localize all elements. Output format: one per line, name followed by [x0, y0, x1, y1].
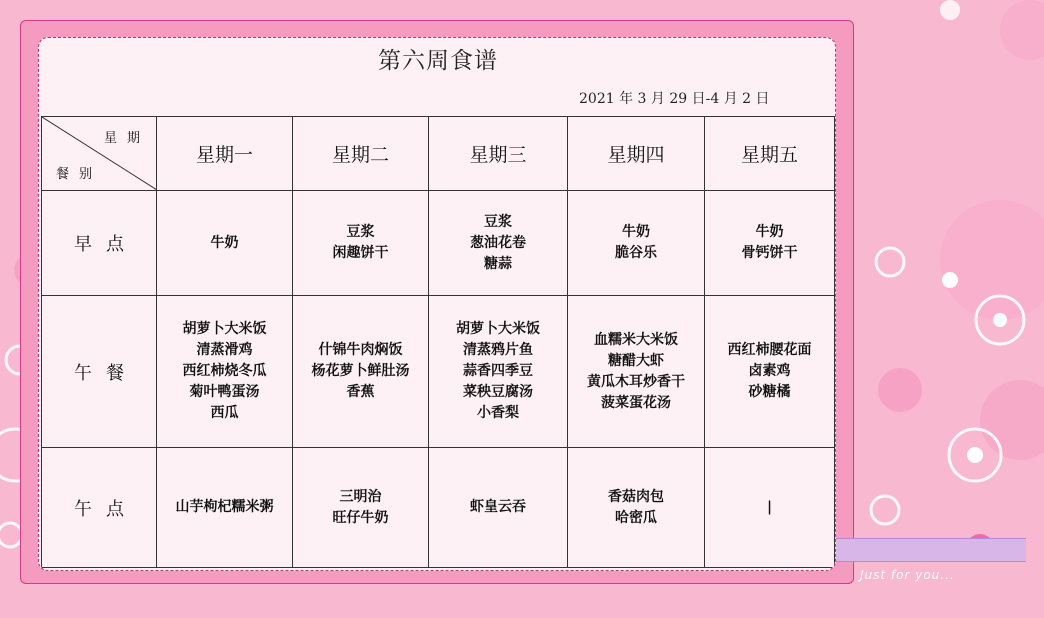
dish-item: 山芋枸杞糯米粥: [175, 499, 274, 515]
dish-item: 糖醋大虾: [608, 352, 664, 369]
dish-item: 清蒸滑鸡: [196, 342, 253, 358]
menu-cell: [705, 296, 835, 448]
dish-item: 三明治: [339, 488, 382, 505]
dish-item: 血糯米大米饭: [594, 331, 678, 348]
menu-cell: [705, 448, 835, 568]
dish-item: 菊叶鸭蛋汤: [189, 384, 260, 400]
dish-item: 黄瓜木耳炒香干: [587, 373, 685, 390]
meal-label: 午餐: [42, 296, 157, 448]
dish-item: 葱油花卷: [470, 234, 526, 251]
dish-item: 脆谷乐: [615, 245, 657, 261]
menu-cell: [429, 296, 568, 448]
dish-item: 蒜香四季豆: [463, 363, 533, 379]
dish-item: 卤素鸡: [748, 363, 791, 379]
dish-item: 杨花萝卜鲜肚汤: [311, 363, 410, 379]
menu-cell: [157, 191, 293, 296]
dish-item: |: [766, 499, 773, 515]
menu-cell: [429, 448, 568, 568]
menu-table: [41, 116, 835, 568]
dish-item: 豆浆: [346, 224, 375, 240]
page-title: 第六周食谱: [378, 48, 498, 74]
dish-item: 菠菜蛋花汤: [601, 394, 671, 411]
day-header: 星期二: [293, 117, 429, 191]
dish-item: 胡萝卜大米饭: [456, 321, 540, 337]
meal-row-breakfast: [42, 191, 835, 296]
corner-label-meal: 餐别: [56, 167, 103, 182]
menu-cell: [429, 191, 568, 296]
menu-cell: [568, 191, 705, 296]
dish-item: 小香梨: [477, 405, 519, 421]
dish-item: 砂糖橘: [748, 384, 791, 400]
dish-item: 西瓜: [210, 405, 239, 421]
dish-item: 牛奶: [755, 224, 784, 240]
dish-item: 胡萝卜大米饭: [182, 321, 267, 337]
day-header: 星期三: [429, 117, 568, 191]
corner-cell: [42, 117, 157, 191]
meal-label: 早点: [42, 191, 157, 296]
menu-cell: [293, 296, 429, 448]
dish-item: 什锦牛肉焖饭: [318, 342, 403, 358]
day-header: 星期一: [157, 117, 293, 191]
menu-cell: [568, 296, 705, 448]
dish-item: 哈密瓜: [615, 509, 657, 526]
meal-row-snack: [42, 448, 835, 568]
day-header: 星期四: [568, 117, 705, 191]
menu-cell: [157, 296, 293, 448]
menu-cell: [293, 448, 429, 568]
dish-item: 牛奶: [622, 224, 650, 240]
meal-row-lunch: [42, 296, 835, 448]
dish-item: 糖蒜: [484, 255, 512, 272]
dish-item: 旺仔牛奶: [332, 509, 389, 526]
ribbon-decoration: [836, 538, 1026, 562]
header-row: [42, 117, 835, 191]
dish-item: 清蒸鸦片鱼: [463, 342, 533, 358]
dish-item: 香蕉: [346, 384, 375, 400]
menu-card: [38, 37, 836, 571]
date-range: 2021 年 3 月 29 日-4 月 2 日: [579, 91, 770, 107]
meal-label: 午点: [42, 448, 157, 568]
dish-item: 虾皇云吞: [470, 499, 526, 515]
dish-item: 西红柿烧冬瓜: [182, 363, 267, 379]
decoration-caption: Just for you...: [860, 568, 955, 582]
menu-cell: [293, 191, 429, 296]
menu-cell: [568, 448, 705, 568]
dish-item: 骨钙饼干: [741, 245, 798, 261]
menu-cell: [157, 448, 293, 568]
menu-cell: [705, 191, 835, 296]
dish-item: 香菇肉包: [608, 488, 664, 505]
corner-label-weekday: 星期: [104, 131, 151, 146]
dish-item: 牛奶: [210, 234, 239, 251]
dish-item: 闲趣饼干: [332, 245, 389, 261]
dish-item: 菜秧豆腐汤: [463, 384, 533, 400]
day-header: 星期五: [705, 117, 835, 191]
dish-item: 豆浆: [484, 213, 512, 230]
dish-item: 西红柿腰花面: [727, 342, 812, 358]
